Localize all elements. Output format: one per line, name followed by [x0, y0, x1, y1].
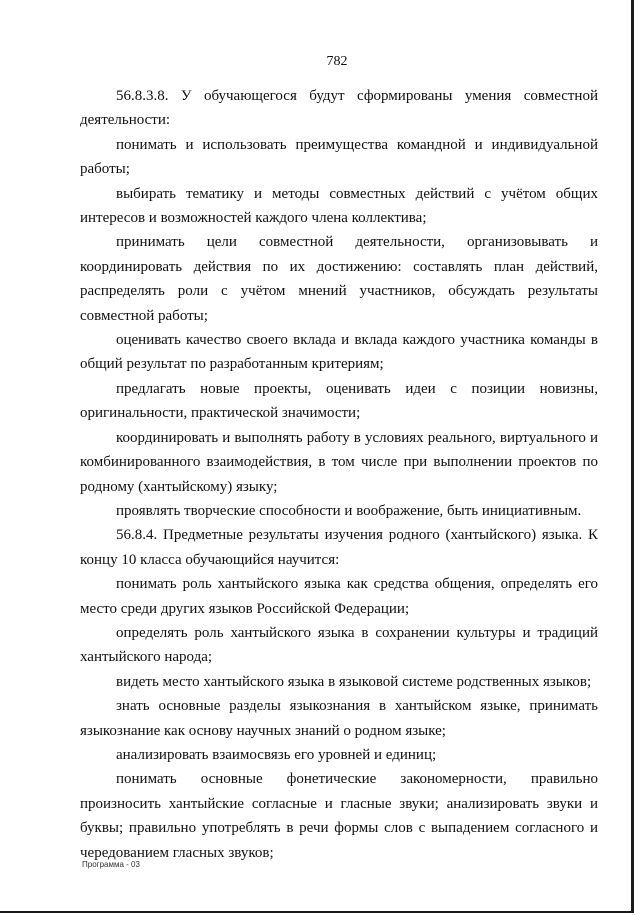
- paragraph: анализировать взаимосвязь его уровней и единиц;: [116, 746, 437, 763]
- footer-label: Программа - 03: [82, 860, 140, 869]
- paragraph: понимать основные фонетические закономерности, правильно произносить хантыйские согласные и гласные звуки; анализировать звуки и буквы; правильно употреблять в речи формы слов с выпадением согласного и чередованием гласных звуков;: [80, 771, 598, 861]
- paragraph: определять роль хантыйского языка в сохранении культуры и традиций хантыйского народа;: [80, 624, 598, 666]
- paragraph: выбирать тематику и методы совместных действий с учётом общих интересов и возможностей каждого члена коллектива;: [80, 185, 598, 227]
- paragraph: видеть место хантыйского языка в языковой системе родственных языков;: [116, 673, 592, 690]
- paragraph: проявлять творческие способности и воображение, быть инициативным.: [116, 502, 582, 519]
- paragraph: понимать и использовать преимущества командной и индивидуальной работы;: [80, 136, 598, 178]
- document-body: [80, 84, 598, 865]
- paragraph: оценивать качество своего вклада и вклада каждого участника команды в общий результат по разработанным критериям;: [80, 332, 598, 373]
- paragraph: предлагать новые проекты, оценивать идеи с позиции новизны, оригинальности, практической значимости;: [80, 380, 598, 422]
- paragraph: 56.8.3.8. У обучающегося будут сформированы умения совместной деятельности:: [80, 88, 598, 129]
- paragraph: принимать цели совместной деятельности, организовывать и координировать действия по их достижению: составлять план действий, распределять роли с учётом мнений участников, обсуждать результаты совместной работы;: [80, 234, 598, 324]
- paragraph: знать основные разделы языкознания в хантыйском языке, принимать языкознание как основу научных знаний о родном языке;: [80, 698, 598, 739]
- paragraph: координировать и выполнять работу в условиях реального, виртуального и комбинированного взаимодействия, в том числе при выполнении проектов по родному (хантыйскому) языку;: [80, 429, 598, 495]
- paragraph: понимать роль хантыйского языка как средства общения, определять его место среди других языков Российской Федерации;: [80, 576, 598, 617]
- page-number: 782: [326, 54, 348, 69]
- paragraph: 56.8.4. Предметные результаты изучения родного (хантыйского) языка. К концу 10 класса обучающийся научится:: [80, 527, 598, 568]
